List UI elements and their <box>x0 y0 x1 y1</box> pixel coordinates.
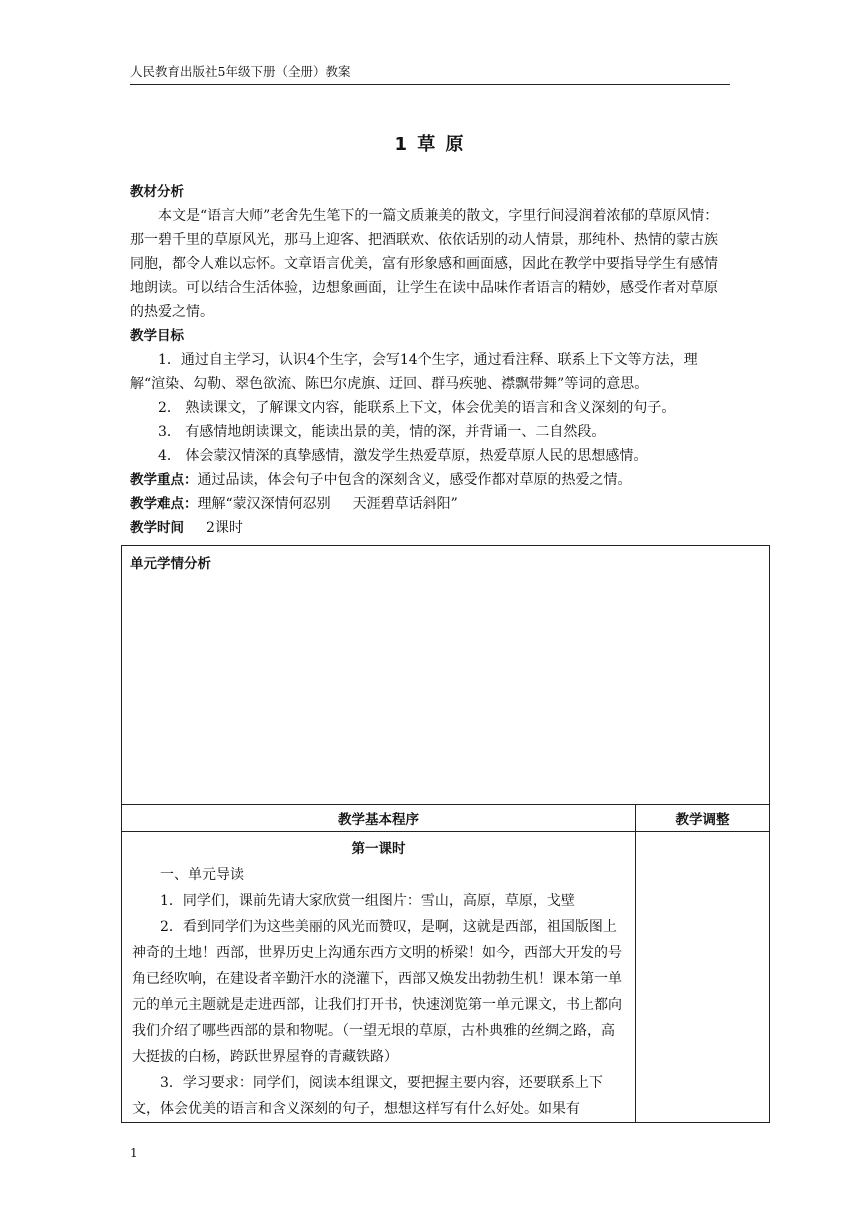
difficulty-line <box>130 492 730 516</box>
goal-item: 4． 体会蒙汉情深的真挚感情，激发学生热爱草原，热爱草原人民的思想感情。 <box>158 448 648 464</box>
procedure-column-header: 教学基本程序 <box>122 805 636 832</box>
analysis-text: 本文是“语言大师”老舍先生笔下的一篇文质兼美的散文，字里行间浸润着浓郁的草原风情：那一碧千里的草原风光，那马上迎客、把酒联欢、依依话别的动人情景，那纯朴、热情的蒙古族同胞，都令人难以忘怀。文章语言优美，富有形象感和画面感，因此在教学中要指导学生有感情地朗读。可以结合生活体验，边想象画面，让学生在读中品味作者语言的精妙，感受作者对草原的热爱之情。 <box>130 208 719 320</box>
page-header: 人民教育出版社5年级下册（全册）教案 <box>130 62 730 85</box>
lesson-overview <box>130 180 730 540</box>
procedure-step: 2．看到同学们为这些美丽的风光而赞叹，是啊，这就是西部，祖国版图上神奇的土地！西部，世界历史上沟通东西方文明的桥梁！如今，西部大开发的号角已经吹响，在建设者辛勤汗水的浇灌下，西部又焕发出勃勃生机！课本第一单元的单元主题就是走进西部，让我们打开书，快速浏览第一单元课文，书上都向我们介绍了哪些西部的景和物呢。（一望无垠的草原，古朴典雅的丝绸之路，高大挺拔的白杨，跨跃世界屋脊的青藏铁路） <box>132 919 622 1065</box>
page-number: 1 <box>130 1146 138 1160</box>
difficulty-text-b: 天涯碧草话斜阳” <box>352 496 458 512</box>
key-point-line <box>130 468 730 492</box>
procedure-step: 3．学习要求：同学们，阅读本组课文，要把握主要内容，还要联系上下文，体会优美的语言和含义深刻的句子，想想这样写有什么好处。如果有 <box>132 1075 603 1117</box>
lesson-title: 第一课时 <box>351 841 406 857</box>
difficulty-label: 教学难点： <box>130 496 198 512</box>
unit-analysis-heading: 单元学情分析 <box>130 556 211 572</box>
time-line <box>130 516 730 540</box>
adjust-column-header: 教学调整 <box>636 805 770 832</box>
procedure-step: 一、单元导读 <box>160 867 244 883</box>
unit-analysis-cell <box>122 546 770 805</box>
goal-item: 2． 熟读课文，了解课文内容，能联系上下文，体会优美的语言和含义深刻的句子。 <box>158 400 676 416</box>
goals-heading: 教学目标 <box>130 328 184 344</box>
difficulty-text-a: 理解“蒙汉深情何忍别 <box>197 496 331 512</box>
procedure-step: 1．同学们，课前先请大家欣赏一组图片：雪山，高原，草原，戈壁 <box>160 893 575 909</box>
time-value: 2课时 <box>206 520 243 536</box>
analysis-heading: 教材分析 <box>130 184 184 200</box>
time-label: 教学时间 <box>130 520 184 536</box>
key-point-text: 通过品读，体会句子中包含的深刻含义，感受作都对草原的热爱之情。 <box>197 472 632 488</box>
goal-item: 1．通过自主学习，认识4个生字，会写14个生字，通过看注释、联系上下文等方法，理解“渲染、勾勒、翠色欲流、陈巴尔虎旗、迂回、群马疾驰、襟飘带舞”等词的意思。 <box>130 352 698 392</box>
page-title: 1 草 原 <box>394 134 466 155</box>
lesson-table <box>121 545 770 1123</box>
goal-item: 3． 有感情地朗读课文，能读出景的美，情的深，并背诵一、二自然段。 <box>158 424 606 440</box>
adjust-cell <box>636 832 770 1123</box>
procedure-cell <box>122 832 636 1123</box>
key-point-label: 教学重点： <box>130 472 198 488</box>
